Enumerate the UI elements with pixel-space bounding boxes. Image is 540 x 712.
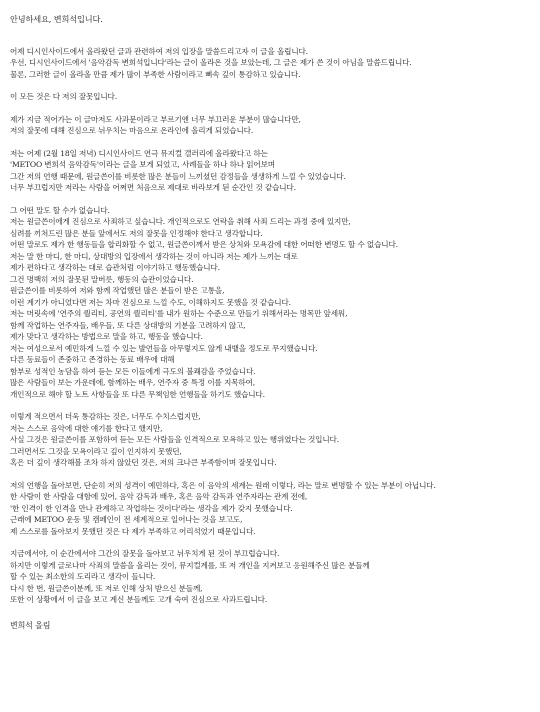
text-line: 이런 계기가 아니었다면 저는 차마 진심으로 느낄 수도, 이해하지도 못했을 것 같습니다. [10, 297, 291, 307]
text-line: 저의 언행을 돌아보면, 단순히 저의 성격이 예민하다, 혹은 이 음악의 세계는 원래 이렇다, 라는 말로 변명할 수 있는 부분이 아닙니다. [10, 480, 436, 490]
paragraph [10, 411, 532, 469]
paragraph [10, 46, 532, 81]
text-line: 저의 잘못에 대해 진심으로 뉘우치는 마음으로 온라인에 올리게 되었습니다. [10, 126, 254, 135]
text-line: 하지만 이렇게 글로나마 사죄의 말씀을 올리는 것이, 뮤지컬계를, 또 저 개인을 지켜보고 응원해주신 많은 분들께 [10, 560, 370, 570]
text-line: 물론, 그러한 글이 올라올 만큼 제가 많이 부족한 사람이라고 뼈속 깊이 통감하고 있습니다. [10, 69, 301, 79]
paragraph [10, 91, 532, 103]
paragraph [10, 148, 532, 194]
text-line: 또한 이 상황에서 이 글을 보고 계신 분들께도 고개 숙여 진심으로 사과드립니다. [10, 595, 268, 604]
text-line: 지금에서야, 이 순간에서야 그간의 잘못을 돌아보고 뉘우치게 된 것이 부끄럽습니다. [10, 549, 280, 558]
text-line: 개인적으로 해야 할 노트 사항들을 또 다른 무책임한 언행들을 하기도 했습니다. [10, 389, 265, 399]
paragraph [10, 114, 532, 137]
text-line: 어제 디시인사이드에서 올라왔던 글과 관련하여 저의 입장을 말씀드리고자 이 글을 올립니다. [10, 46, 308, 56]
text-line: 다시 한 번, 원글쓴이분께, 또 저로 인해 상처 받으신 분들께, [10, 583, 203, 593]
text-line: 저는 어제 (2월 18일 저녁) 디시인사이드 연극 뮤지컬 갤러리에 올라왔다고 하는 [10, 148, 268, 158]
text-line: 그 어떤 말도 할 수가 없습니다. [10, 205, 110, 215]
text-line: 근래에 METOO 운동 및 캠페인이 전 세계적으로 일어나는 것을 보고도, [10, 515, 243, 524]
paragraph [10, 548, 532, 606]
text-line: 함부로 성적인 농담을 하여 듣는 모든 이들에게 극도의 불쾌감을 주었습니다. [10, 366, 256, 376]
text-line: 그건 명백히 저의 잘못된 말버릇, 행동의 습관이었습니다. [10, 274, 194, 284]
text-line: 'METOO 변희석 음악감독'이라는 글을 보게 되었고, 사례들을 하나 하나 읽어보며 [10, 160, 275, 169]
text-line: 그간 저의 언행 때문에, 원글쓴이를 비롯한 많은 분들이 느끼셨던 감정들을 생생하게 느낄 수 있었습니다. [10, 171, 346, 181]
text-line: 혹은 더 깊이 생각해볼 조차 하지 않았던 것은, 저의 크나큰 부족함이며 잘못입니다. [10, 458, 277, 467]
text-line: 그러면서도 그것을 모욕이라고 깊이 인지하지 못했던, [10, 446, 182, 456]
text-line: 저는 스스로 음악에 대한 얘기를 한다고 했지만, [10, 423, 163, 433]
text-line: 이렇게 적으면서 더욱 통감하는 것은, 너무도 수치스럽지만, [10, 412, 201, 421]
paragraph [10, 205, 532, 401]
text-line: 제가 맞다고 생각하는 방법으로 말을 하고, 행동을 했습니다. [10, 332, 203, 341]
text-line: 제가 지금 적어가는 이 글마저도 사과문이라고 부르기엔 너무 부끄러운 부분이 많습니다만, [10, 114, 301, 124]
text-line: 다른 동료들이 존중하고 존경하는 동료 배우에 대해 [10, 355, 175, 364]
text-line: 저는 원글쓴이에게 진심으로 사죄하고 싶습니다. 개인적으로도 연락을 취해 사죄 드리는 과정 중에 있지만, [10, 217, 351, 226]
text-line: 원글쓴이를 비롯하여 저와 함께 작업했던 많은 분들이 받은 고통을, [10, 286, 225, 295]
text-line: 저는 말 한 마디, 한 마디, 상대방의 입장에서 생각하는 것이 아니라 저는 제가 느끼는 대로 [10, 251, 298, 261]
text-line: 제 스스로를 돌아보지 못했던 것은 다 제가 부족하고 어리석었기 때문입니다. [10, 526, 256, 536]
text-line: 우선, 디시인사이드에서 '음악감독 변희석입니다'라는 글이 올라온 것을 보았는데, 그 글은 제가 쓴 것이 아님을 말씀드립니다. [10, 58, 412, 67]
text-line: 어떤 말로도 제가 한 행동들을 합리화할 수 없고, 원글쓴이께서 받은 상처와 모욕감에 대한 어떠한 변명도 할 수 없습니다. [10, 240, 398, 249]
text-line: 저는 머릿속에 '연주의 퀄리티, 공연의 퀄리티'를 내가 원하는 수준으로 만들기 위해서라는 명목만 앞세워, [10, 309, 348, 318]
text-line: 함께 작업하는 연주자들, 배우들, 또 다른 상대방의 기분을 고려하지 않고, [10, 320, 246, 330]
text-line: 저는 여성으로서 예민하게 느낄 수 있는 발언들을 아무렇지도 않게 내뱉을 정도로 무지했습니다. [10, 343, 318, 353]
text-line: 많은 사람들이 보는 가운데에, 함께하는 배우, 연주자 중 특정 이를 지목하여, [10, 378, 255, 387]
text-line: 이 모든 것은 다 저의 잘못입니다. [10, 92, 117, 101]
text-line: 할 수 있는 최소한의 도리라고 생각이 들니다. [10, 572, 156, 581]
text-line: 사실 그것은 원글쓴이를 포함하여 듣는 모든 사람들을 인격적으로 모욕하고 있는 행위였다는 것입니다. [10, 435, 339, 444]
text-line: 너무 부끄럽지만 저라는 사람을 어쩌면 처음으로 제대로 바라보게 된 순간인 것 같습니다. [10, 183, 296, 192]
text-line: 심려를 끼쳐드린 많은 분들 앞에서도 저의 잘못을 인정해야 한다고 생각합니다. [10, 228, 263, 238]
text-line: 한 사람이 한 사람을 대함에 있어, 음악 감독과 배우, 혹은 음악 감독과 연주자라는 관계 전에, [10, 492, 308, 501]
paragraph [10, 480, 532, 538]
text-line: 제가 편하다고 생각하는 대로 습관처럼 이야기하고 행동했습니다. [10, 263, 220, 272]
letter-body [10, 46, 532, 606]
signature: 변희석 올림 [10, 620, 51, 630]
greeting: 안녕하세요, 변희석입니다. [10, 14, 103, 24]
text-line: '한 인격이 한 인격을 만나 관계하고 작업하는 것이다'라는 생각을 제가 갖지 못했습니다. [10, 503, 293, 513]
